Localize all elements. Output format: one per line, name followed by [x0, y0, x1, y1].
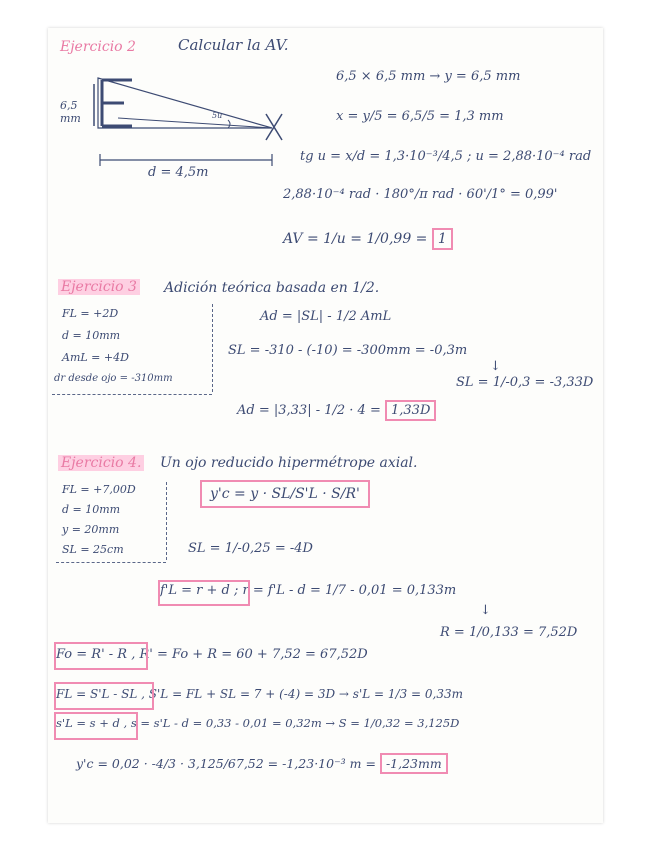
ex3-data-divider	[212, 304, 213, 392]
ex2-title: Ejercicio 2	[60, 39, 136, 55]
ex3-title: Ejercicio 3	[58, 279, 140, 295]
ex4-data-4: SL = 25cm	[62, 543, 124, 556]
ex2-line2: x = y/5 = 6,5/5 = 1,3 mm	[336, 109, 504, 124]
ex2-height-label: 6,5	[60, 99, 78, 112]
ex4-final-line	[76, 758, 448, 771]
ex3-data-4: dr desde ojo = -310mm	[54, 373, 173, 384]
ex4-line4: Fo = R' - R , R' = Fo + R = 60 + 7,52 = 67,52D	[56, 647, 368, 662]
ex4-data-divider	[166, 482, 167, 560]
ex2-line1: 6,5 × 6,5 mm → y = 6,5 mm	[336, 69, 521, 84]
ex2-distance-label: d = 4,5m	[148, 165, 209, 180]
ex3-line3: SL = 1/-0,3 = -3,33D	[456, 375, 594, 390]
ex3-subtitle: Adición teórica basada en 1/2.	[164, 280, 380, 296]
ex3-data-2: d = 10mm	[62, 329, 121, 342]
ex2-result-box: 1	[432, 228, 453, 250]
ex4-data-3: y = 20mm	[62, 523, 120, 536]
ex4-subtitle: Un ojo reducido hipermétrope axial.	[160, 455, 418, 471]
ex4-data-2: d = 10mm	[62, 503, 121, 516]
ex3-result-box: 1,33D	[385, 400, 436, 421]
ex4-line6: s'L = s + d , s = s'L - d = 0,33 - 0,01 = 0,32m → S = 1/0,32 = 3,125D	[56, 716, 460, 730]
ex3-arrow: ↓	[490, 359, 501, 374]
ex4-result-box: -1,23mm	[380, 753, 448, 774]
ex3-data-underline	[52, 394, 212, 395]
ex2-av-line	[283, 232, 453, 246]
ex2-line3: tg u = x/d = 1,3·10⁻³/4,5 ; u = 2,88·10⁻⁴ rad	[300, 149, 592, 164]
ex2-subtitle: Calcular la AV.	[178, 36, 289, 54]
ex4-formula-box: y'c = y · SL/S'L · S/R'	[200, 480, 370, 508]
ex4-title: Ejercicio 4.	[58, 455, 144, 471]
ex4-sl-box	[54, 712, 138, 740]
ex3-ad-line	[237, 404, 436, 417]
ex3-line1: Ad = |SL| - 1/2 AmL	[260, 309, 392, 324]
ex3-ad-prefix: Ad = |3,33| - 1/2 · 4 =	[237, 403, 381, 418]
ex4-line3: R = 1/0,133 = 7,52D	[440, 625, 578, 640]
ex2-line4: 2,88·10⁻⁴ rad · 180°/π rad · 60'/1° = 0,99'	[283, 187, 558, 202]
ex2-angle-label: 5u	[212, 111, 223, 120]
ex4-line5: FL = S'L - SL , S'L = FL + SL = 7 + (-4) = 3D → s'L = 1/3 = 0,33m	[56, 687, 464, 701]
ex3-data-1: FL = +2D	[62, 307, 119, 320]
ex4-fo-box	[54, 642, 148, 670]
ex4-arrow: ↓	[480, 603, 491, 618]
ex2-mm-label: mm	[60, 112, 81, 125]
ex2-av-prefix: AV = 1/u = 1/0,99 =	[283, 231, 428, 247]
ex4-line1: SL = 1/-0,25 = -4D	[188, 541, 313, 556]
ex4-final-prefix: y'c = 0,02 · -4/3 · 3,125/67,52 = -1,23·10⁻³ m =	[76, 756, 376, 771]
ex4-fl-box	[158, 580, 250, 606]
ex4-line2: f'L = r + d ; r = f'L - d = 1/7 - 0,01 = 0,133m	[160, 583, 457, 598]
ex3-data-3: AmL = +4D	[62, 351, 129, 364]
ex4-data-underline	[56, 562, 166, 563]
ex4-fl2-box	[54, 682, 154, 710]
ex3-line2: SL = -310 - (-10) = -300mm = -0,3m	[228, 343, 468, 358]
ex4-data-1: FL = +7,00D	[62, 483, 136, 496]
